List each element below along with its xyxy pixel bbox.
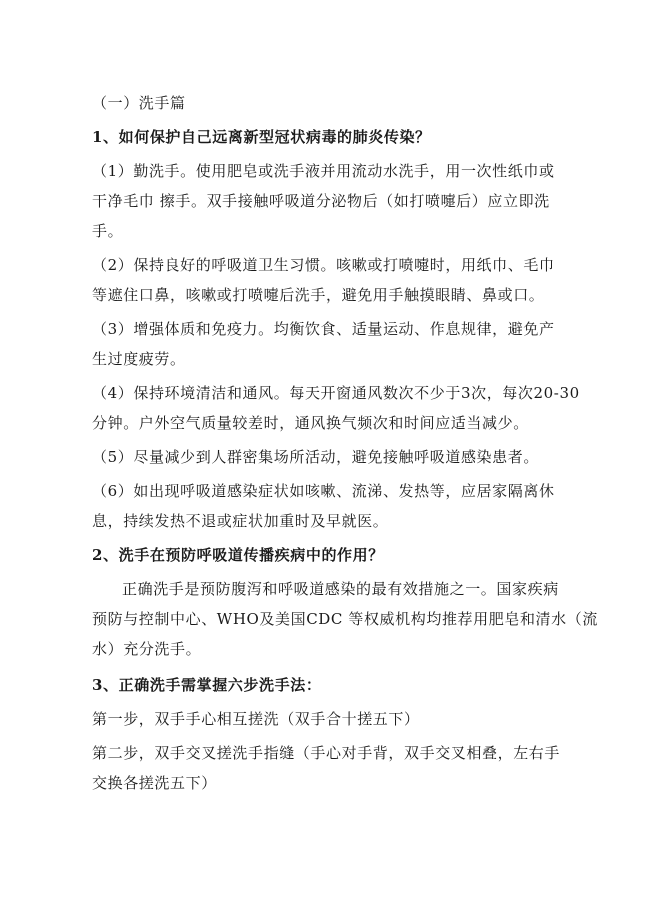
q3-step-1 (92, 704, 558, 734)
q1-item-1 (92, 156, 558, 246)
q1-item-3-line: （3）增强体质和免疫力。均衡饮食、适量运动、作息规律，避免产 (92, 320, 555, 338)
q1-item-5 (92, 442, 558, 472)
q1-item-2-line: 等遮住口鼻，咳嗽或打喷嚏后洗手，避免用手触摸眼睛、鼻或口。 (92, 286, 545, 304)
q1-item-1-line: 手。 (92, 222, 124, 240)
q3-step-2-line: 第二步，双手交叉搓洗手指缝（手心对手背，双手交叉相叠，左右手 (92, 744, 561, 762)
q2-body-line: 预防与控制中心、WHO及美国CDC 等权威机构均推荐用肥皂和清水（流 (92, 610, 598, 628)
document-page (92, 88, 598, 802)
q2-body-line: 水）充分洗手。 (92, 640, 202, 658)
q1-item-4 (92, 378, 580, 438)
q3-step-1-line: 第一步，双手手心相互搓洗（双手合十搓五下） (92, 710, 420, 728)
q1-item-3 (92, 314, 558, 374)
q3-step-2-line: 交换各搓洗五下） (92, 774, 217, 792)
q1-item-4-line: （4）保持环境清洁和通风。每天开窗通风数次不少于3次，每次20-30 (92, 384, 580, 402)
q3-heading: 3、正确洗手需掌握六步洗手法： (92, 676, 322, 694)
q2-heading: 2、洗手在预防呼吸道传播疾病中的作用？ (92, 546, 384, 564)
section-title: （一）洗手篇 (92, 94, 186, 112)
q1-item-6-line: 息，持续发热不退或症状加重时及早就医。 (92, 512, 389, 530)
q1-heading: 1、如何保护自己远离新型冠状病毒的肺炎传染？ (92, 128, 431, 146)
q2-body-line: 正确洗手是预防腹泻和呼吸道感染的最有效措施之一。国家疾病 (122, 580, 559, 598)
q2-body (92, 574, 598, 664)
q1-item-1-line: （1）勤洗手。使用肥皂或洗手液并用流动水洗手，用一次性纸巾或 (92, 162, 555, 180)
q1-item-4-line: 分钟。户外空气质量较差时，通风换气频次和时间应适当减少。 (92, 414, 529, 432)
q1-item-6 (92, 476, 558, 536)
q1-item-5-line: （5）尽量减少到人群密集场所活动，避免接触呼吸道感染患者。 (92, 448, 539, 466)
q1-item-2-line: （2）保持良好的呼吸道卫生习惯。咳嗽或打喷嚏时，用纸巾、毛巾 (92, 256, 555, 274)
q1-item-6-line: （6）如出现呼吸道感染症状如咳嗽、流涕、发热等，应居家隔离休 (92, 482, 555, 500)
q3-step-2 (92, 738, 561, 798)
q1-item-1-line: 干净毛巾 擦手。双手接触呼吸道分泌物后（如打喷嚏后）应立即洗 (92, 192, 550, 210)
q1-item-2 (92, 250, 558, 310)
q1-item-3-line: 生过度疲劳。 (92, 350, 186, 368)
